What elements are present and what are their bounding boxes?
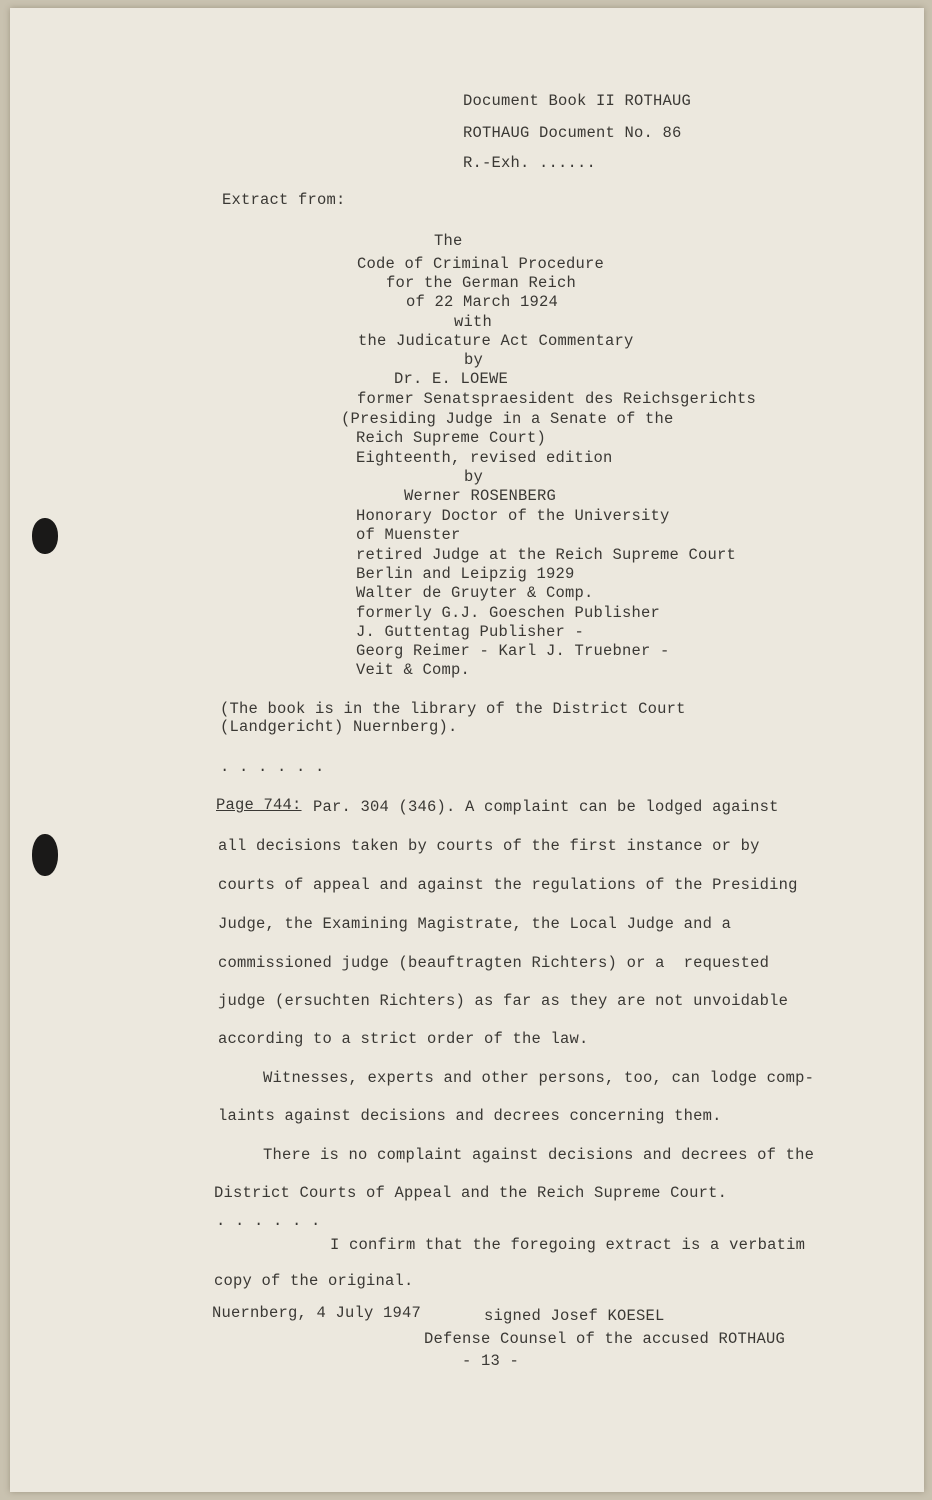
title-line: by <box>464 468 484 486</box>
title-line: for the German Reich <box>386 274 577 292</box>
title-line: Code of Criminal Procedure <box>357 255 605 273</box>
body-line: There is no complaint against decisions and decrees of the <box>263 1146 815 1164</box>
title-line: Honorary Doctor of the University <box>356 507 670 525</box>
page-reference: Page 744: <box>216 796 302 814</box>
title-line: (Presiding Judge in a Senate of the <box>341 410 674 428</box>
body-line: commissioned judge (beauftragten Richters) or a requested <box>218 954 770 972</box>
body-line: judge (ersuchten Richters) as far as they are not unvoidable <box>218 992 789 1010</box>
header-doc-book: Document Book II ROTHAUG <box>463 92 692 110</box>
title-line: J. Guttentag Publisher - <box>356 623 585 641</box>
extract-label: Extract from: <box>222 191 346 209</box>
title-line: Werner ROSENBERG <box>404 487 557 505</box>
title-line: the Judicature Act Commentary <box>358 332 634 350</box>
header-doc-number: ROTHAUG Document No. 86 <box>463 124 682 142</box>
body-line: District Courts of Appeal and the Reich Supreme Court. <box>214 1184 728 1202</box>
header-exhibit: R.-Exh. ...... <box>463 154 597 172</box>
counsel-line: Defense Counsel of the accused ROTHAUG <box>424 1330 786 1348</box>
title-line: The <box>434 232 463 250</box>
body-line: courts of appeal and against the regulations of the Presiding <box>218 876 798 894</box>
body-line: Witnesses, experts and other persons, too, can lodge comp- <box>263 1069 815 1087</box>
punch-hole-top <box>32 518 58 554</box>
body-line: all decisions taken by courts of the first instance or by <box>218 837 760 855</box>
library-note-line: (The book is in the library of the District Court <box>220 700 686 718</box>
title-line: Reich Supreme Court) <box>356 429 547 447</box>
title-line: by <box>464 351 484 369</box>
title-line: Georg Reimer - Karl J. Truebner - <box>356 642 670 660</box>
page-number: - 13 - <box>462 1352 520 1370</box>
ellipsis-divider: . . . . . . <box>216 1212 321 1230</box>
body-line: according to a strict order of the law. <box>218 1030 589 1048</box>
title-line: Walter de Gruyter & Comp. <box>356 584 594 602</box>
title-line: Berlin and Leipzig 1929 <box>356 565 575 583</box>
title-line: with <box>454 313 493 331</box>
place-date: Nuernberg, 4 July 1947 <box>212 1304 422 1322</box>
title-line: Eighteenth, revised edition <box>356 449 613 467</box>
document-page <box>10 8 924 1492</box>
title-line: of Muenster <box>356 526 461 544</box>
confirm-line: I confirm that the foregoing extract is a verbatim <box>330 1236 806 1254</box>
library-note-line: (Landgericht) Nuernberg). <box>220 718 458 736</box>
title-line: retired Judge at the Reich Supreme Court <box>356 546 737 564</box>
body-line: laints against decisions and decrees concerning them. <box>218 1107 722 1125</box>
punch-hole-bottom <box>32 834 58 876</box>
body-line: Par. 304 (346). A complaint can be lodged against <box>313 798 779 816</box>
title-line: Veit & Comp. <box>356 661 471 679</box>
ellipsis-divider: . . . . . . <box>220 758 325 776</box>
title-line: of 22 March 1924 <box>406 293 559 311</box>
confirm-line: copy of the original. <box>214 1272 414 1290</box>
signature-line: signed Josef KOESEL <box>484 1307 665 1325</box>
title-line: former Senatspraesident des Reichsgerichts <box>357 390 757 408</box>
body-line: Judge, the Examining Magistrate, the Local Judge and a <box>218 915 732 933</box>
title-line: formerly G.J. Goeschen Publisher <box>356 604 661 622</box>
title-line: Dr. E. LOEWE <box>394 370 509 388</box>
